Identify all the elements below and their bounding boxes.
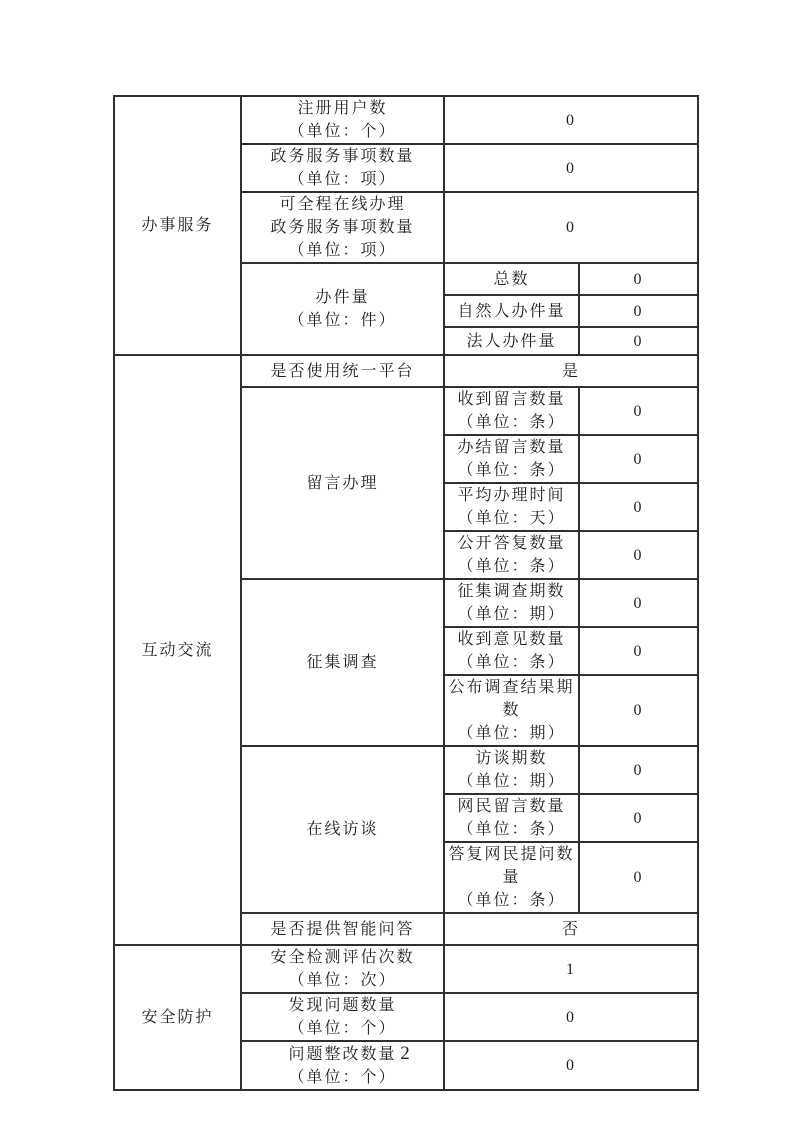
- item-label-cell: [241, 144, 444, 192]
- item-label: 安全检测评估次数: [270, 949, 415, 966]
- subitem-label-cell: [444, 531, 579, 579]
- subitem-unit: （单位：期）: [457, 725, 566, 742]
- group-label: 办件量: [315, 289, 370, 306]
- subitem-unit: （单位：天）: [457, 510, 566, 527]
- group-label-cell-survey-collection: 征集调查: [241, 579, 444, 746]
- subitem-label-cell: [444, 675, 579, 746]
- subitem-label-cell: [444, 794, 579, 842]
- item-label: 政务服务事项数量: [270, 148, 415, 165]
- item-unit: （单位：次）: [288, 972, 397, 989]
- subitem-label-cell: [444, 387, 579, 435]
- item-label: 发现问题数量: [288, 997, 397, 1014]
- table-row: [114, 945, 698, 993]
- subitem-label-cell: [444, 746, 579, 794]
- value-cell: 是: [444, 355, 698, 387]
- value-cell: 0: [579, 746, 698, 794]
- value-cell: 0: [579, 295, 698, 327]
- category-label: 互动交流: [141, 641, 214, 659]
- value-cell: 0: [579, 627, 698, 675]
- value-cell: 0: [579, 579, 698, 627]
- subitem-label: 征集调查期数: [457, 583, 566, 600]
- subitem-label: 访谈期数: [475, 750, 548, 767]
- item-unit: （单位：个）: [288, 1068, 397, 1086]
- subitem-unit: （单位：条）: [457, 654, 566, 671]
- category-cell-security-protection: [114, 945, 241, 1090]
- subitem-label: 答复网民提问数量: [448, 846, 575, 886]
- subitem-label: 收到留言数量: [457, 391, 566, 408]
- value-cell: 否: [444, 913, 698, 945]
- item-label-cell: 是否使用统一平台: [241, 355, 444, 387]
- item-label: 注册用户数: [297, 100, 388, 117]
- item-label-cell: [241, 945, 444, 993]
- subitem-label: 网民留言数量: [457, 798, 566, 815]
- value-cell: 0: [579, 387, 698, 435]
- group-label-cell-message-handling: 留言办理: [241, 387, 444, 579]
- item-label-cell: 是否提供智能问答: [241, 913, 444, 945]
- subitem-label: 公布调查结果期数: [448, 679, 575, 719]
- subitem-unit: （单位：条）: [457, 558, 566, 575]
- subitem-unit: （单位：期）: [457, 773, 566, 790]
- item-unit: （单位：个）: [288, 123, 397, 140]
- value-cell: 0: [444, 993, 698, 1041]
- subitem-label-cell: [444, 579, 579, 627]
- subitem-unit: （单位：期）: [457, 606, 566, 623]
- category-cell-interactive-exchange: [114, 355, 241, 945]
- value-cell: 0: [579, 531, 698, 579]
- annual-report-statistics-table: [113, 95, 699, 1091]
- subitem-label-cell: [444, 627, 579, 675]
- page-number: 2: [400, 1043, 410, 1064]
- subitem-label-cell: 法人办件量: [444, 327, 579, 355]
- subitem-label-cell: [444, 435, 579, 483]
- subitem-label: 平均办理时间: [457, 487, 566, 504]
- value-cell: 0: [579, 794, 698, 842]
- item-unit: （单位：个）: [288, 1020, 397, 1037]
- item-label-cell: [241, 192, 444, 263]
- group-unit: （单位：件）: [288, 312, 397, 329]
- item-label: 可全程在线办理: [279, 196, 406, 213]
- value-cell: 0: [579, 483, 698, 531]
- subitem-label-cell: [444, 483, 579, 531]
- subitem-label-cell: [444, 842, 579, 913]
- subitem-unit: （单位：条）: [457, 414, 566, 431]
- subitem-label: 公开答复数量: [457, 535, 566, 552]
- value-cell: 1: [444, 945, 698, 993]
- subitem-label: 收到意见数量: [457, 631, 566, 648]
- value-cell: 0: [444, 144, 698, 192]
- value-cell: 0: [444, 192, 698, 263]
- item-unit: （单位：项）: [288, 242, 397, 259]
- category-label: 办事服务: [141, 217, 214, 234]
- item-label-line2: 政务服务事项数量: [270, 219, 415, 236]
- group-label-cell-case-volume: [241, 263, 444, 355]
- subitem-unit: （单位：条）: [457, 462, 566, 479]
- table-row: [114, 96, 698, 144]
- subitem-unit: （单位：条）: [457, 892, 566, 909]
- subitem-label-cell: 自然人办件量: [444, 295, 579, 327]
- subitem-label: 办结留言数量: [457, 439, 566, 456]
- subitem-unit: （单位：条）: [457, 821, 566, 838]
- value-cell: 0: [444, 96, 698, 144]
- value-cell: 0: [579, 842, 698, 913]
- item-label-cell: [241, 96, 444, 144]
- value-cell: 0: [579, 435, 698, 483]
- value-cell: 0: [444, 1041, 698, 1090]
- value-cell: 0: [579, 327, 698, 355]
- group-label-cell-online-interview: 在线访谈: [241, 746, 444, 913]
- category-label: 安全防护: [141, 1009, 214, 1026]
- subitem-label-cell: 总数: [444, 263, 579, 295]
- category-cell-office-services: [114, 96, 241, 355]
- value-cell: 0: [579, 675, 698, 746]
- item-label: 问题整改数量: [288, 1045, 397, 1063]
- table-row: [114, 355, 698, 387]
- item-label-cell: [241, 993, 444, 1041]
- value-cell: 0: [579, 263, 698, 295]
- item-unit: （单位：项）: [288, 171, 397, 188]
